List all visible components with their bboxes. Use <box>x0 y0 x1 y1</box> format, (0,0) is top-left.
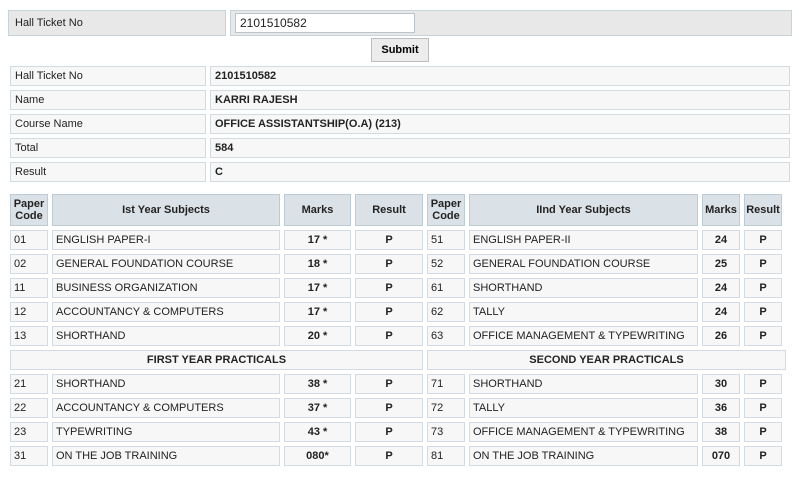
practical-rows <box>8 372 792 468</box>
table-row <box>8 396 792 420</box>
header-paper-code-1: Paper Code <box>10 194 48 226</box>
info-row-total <box>8 136 792 160</box>
marks-cell: 36 <box>702 398 740 418</box>
marks-cell: 37 * <box>284 398 351 418</box>
hall-ticket-input[interactable] <box>235 13 415 33</box>
marks-cell: 18 * <box>284 254 351 274</box>
result-cell: P <box>355 302 423 322</box>
practicals-header-row <box>8 348 792 372</box>
paper-code-cell: 11 <box>10 278 48 298</box>
subject-cell: GENERAL FOUNDATION COURSE <box>52 254 280 274</box>
subject-cell: TALLY <box>469 398 698 418</box>
header-marks-2: Marks <box>702 194 740 226</box>
table-row <box>8 372 792 396</box>
result-cell: P <box>355 374 423 394</box>
theory-rows <box>8 228 792 348</box>
result-cell: P <box>744 374 782 394</box>
marks-cell: 080* <box>284 446 351 466</box>
subject-cell: TALLY <box>469 302 698 322</box>
paper-code-cell: 62 <box>427 302 465 322</box>
marks-cell: 38 <box>702 422 740 442</box>
paper-code-cell: 63 <box>427 326 465 346</box>
table-row <box>8 420 792 444</box>
result-cell: P <box>355 326 423 346</box>
info-row-name <box>8 88 792 112</box>
first-year-practicals-heading: FIRST YEAR PRACTICALS <box>10 350 423 370</box>
subject-cell: ON THE JOB TRAINING <box>469 446 698 466</box>
result-cell: P <box>355 254 423 274</box>
paper-code-cell: 31 <box>10 446 48 466</box>
student-info <box>8 64 792 184</box>
subject-cell: BUSINESS ORGANIZATION <box>52 278 280 298</box>
subject-cell: OFFICE MANAGEMENT & TYPEWRITING <box>469 326 698 346</box>
header-marks-1: Marks <box>284 194 351 226</box>
subject-cell: ENGLISH PAPER-I <box>52 230 280 250</box>
info-key: Name <box>10 90 206 110</box>
header-year1-subjects: Ist Year Subjects <box>52 194 280 226</box>
paper-code-cell: 52 <box>427 254 465 274</box>
paper-code-cell: 12 <box>10 302 48 322</box>
table-row <box>8 444 792 468</box>
marks-cell: 26 <box>702 326 740 346</box>
result-cell: P <box>744 230 782 250</box>
table-row <box>8 228 792 252</box>
info-key: Result <box>10 162 206 182</box>
header-paper-code-2: Paper Code <box>427 194 465 226</box>
result-cell: P <box>355 398 423 418</box>
info-row-hall-ticket <box>8 64 792 88</box>
marks-cell: 17 * <box>284 230 351 250</box>
info-key: Course Name <box>10 114 206 134</box>
table-row <box>8 276 792 300</box>
paper-code-cell: 02 <box>10 254 48 274</box>
info-value: 584 <box>210 138 790 158</box>
result-cell: P <box>355 422 423 442</box>
subject-cell: ACCOUNTANCY & COMPUTERS <box>52 398 280 418</box>
subject-cell: SHORTHAND <box>52 326 280 346</box>
result-cell: P <box>744 278 782 298</box>
result-cell: P <box>744 422 782 442</box>
marks-header-row <box>8 192 792 228</box>
subject-cell: SHORTHAND <box>469 278 698 298</box>
result-cell: P <box>744 446 782 466</box>
paper-code-cell: 23 <box>10 422 48 442</box>
marks-cell: 20 * <box>284 326 351 346</box>
hall-ticket-label: Hall Ticket No <box>8 10 226 36</box>
header-result-1: Result <box>355 194 423 226</box>
paper-code-cell: 51 <box>427 230 465 250</box>
table-row <box>8 300 792 324</box>
marks-cell: 17 * <box>284 302 351 322</box>
result-cell: P <box>744 326 782 346</box>
subject-cell: SHORTHAND <box>469 374 698 394</box>
paper-code-cell: 72 <box>427 398 465 418</box>
marks-cell: 38 * <box>284 374 351 394</box>
marks-cell: 24 <box>702 278 740 298</box>
marks-cell: 24 <box>702 230 740 250</box>
info-row-course <box>8 112 792 136</box>
subject-cell: OFFICE MANAGEMENT & TYPEWRITING <box>469 422 698 442</box>
info-key: Total <box>10 138 206 158</box>
info-value: KARRI RAJESH <box>210 90 790 110</box>
subject-cell: ON THE JOB TRAINING <box>52 446 280 466</box>
marks-table <box>8 192 792 468</box>
paper-code-cell: 21 <box>10 374 48 394</box>
paper-code-cell: 22 <box>10 398 48 418</box>
subject-cell: ENGLISH PAPER-II <box>469 230 698 250</box>
search-row <box>6 8 794 38</box>
info-key: Hall Ticket No <box>10 66 206 86</box>
result-cell: P <box>744 302 782 322</box>
hall-ticket-input-cell <box>230 10 792 36</box>
header-year2-subjects: IInd Year Subjects <box>469 194 698 226</box>
subject-cell: ACCOUNTANCY & COMPUTERS <box>52 302 280 322</box>
info-value: OFFICE ASSISTANTSHIP(O.A) (213) <box>210 114 790 134</box>
subject-cell: TYPEWRITING <box>52 422 280 442</box>
info-row-result <box>8 160 792 184</box>
subject-cell: GENERAL FOUNDATION COURSE <box>469 254 698 274</box>
result-cell: P <box>355 230 423 250</box>
paper-code-cell: 01 <box>10 230 48 250</box>
subject-cell: SHORTHAND <box>52 374 280 394</box>
result-cell: P <box>355 446 423 466</box>
paper-code-cell: 81 <box>427 446 465 466</box>
paper-code-cell: 73 <box>427 422 465 442</box>
paper-code-cell: 13 <box>10 326 48 346</box>
paper-code-cell: 61 <box>427 278 465 298</box>
result-cell: P <box>744 398 782 418</box>
table-row <box>8 252 792 276</box>
marks-cell: 070 <box>702 446 740 466</box>
result-cell: P <box>744 254 782 274</box>
info-value: C <box>210 162 790 182</box>
info-value: 2101510582 <box>210 66 790 86</box>
second-year-practicals-heading: SECOND YEAR PRACTICALS <box>427 350 786 370</box>
marks-cell: 30 <box>702 374 740 394</box>
paper-code-cell: 71 <box>427 374 465 394</box>
result-cell: P <box>355 278 423 298</box>
marks-cell: 17 * <box>284 278 351 298</box>
table-row <box>8 324 792 348</box>
submit-button[interactable]: Submit <box>371 38 429 62</box>
marks-cell: 25 <box>702 254 740 274</box>
marks-cell: 43 * <box>284 422 351 442</box>
header-result-2: Result <box>744 194 782 226</box>
marks-cell: 24 <box>702 302 740 322</box>
